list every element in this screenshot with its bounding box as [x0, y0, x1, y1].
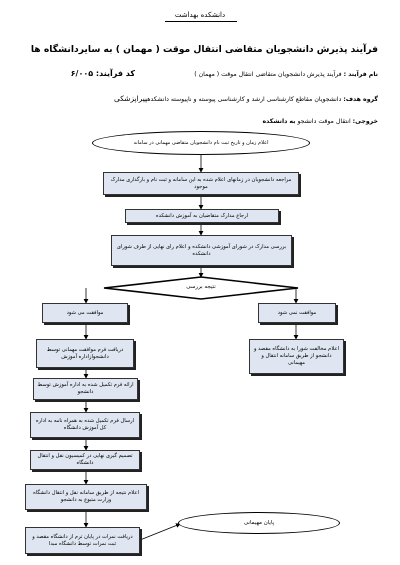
output-suffix: به دانشکده	[262, 118, 296, 125]
flow-step-announce-result: اعلام نتیجه از طریق سامانه نقل و انتقال دانشگاه وزارت متبوع به دانشجو	[25, 484, 147, 510]
flow-step-council-review: بررسی مدارک در شورای آموزشی دانشکده و اعلام رای نهایی از طرف شورای دانشکده	[111, 235, 292, 266]
flow-step-refer-documents: ارجاع مدارک متقاضیان به آموزش دانشکده	[125, 209, 279, 223]
flow-step-announce-rejection: اعلام مخالفت شورا به دانشگاه مقصد و دانشجو از طریق سامانه انتقال و مهیمانی	[249, 339, 344, 374]
flow-branch-rejected: موافقت نمی شود	[258, 303, 336, 323]
target-group-label: گروه هدف:	[343, 96, 378, 103]
flow-step-register: مراجعه دانشجویان در زمانهای اعلام شده به این سامانه و ثبت نام و بارگذاری مدارک موجود	[103, 172, 299, 195]
flow-step-receive-grades: دریافت نمرات در پایان ترم از دانشگاه مقصد و ثبت نمرات توسط دانشگاه مبدا	[25, 527, 140, 554]
process-code-value: ۶/۰۰۵	[70, 69, 94, 78]
process-name-value: فرآیند پذیرش دانشجویان متقاضی انتقال موقت ( مهمان )	[194, 71, 342, 78]
output-label: خروجی:	[352, 118, 378, 125]
output-value: انتقال موقت دانشجو	[297, 118, 351, 125]
target-group-value: دانشجویان مقاطع کارشناسی ارشد و کارشناسی پیوسته و ناپیوسته دانشکده	[147, 96, 342, 103]
flow-step-send-to-office: ارسال فرم تکمیل شده به همراه نامه به اداره کل آموزش دانشگاه	[30, 412, 140, 438]
flow-step-receive-form: دریافت فرم موافقت مهمانی توسط دانشجوازاداره آموزش	[36, 339, 134, 368]
flow-branch-approved: موافقت می شود	[42, 303, 128, 323]
flow-step-submit-form: ارائه فرم تکمیل شده به اداره آموزش توسط دانشجو	[33, 378, 138, 400]
flow-step-commission-decision: تصمیم گیری نهایی در کمیسیون نقل و انتقال دانشگاه	[30, 450, 140, 470]
header-org: دانشکده بهداشت	[174, 11, 226, 19]
process-name-label: نام فرآیند :	[343, 71, 378, 78]
decision-label: نتیجه بررسی	[186, 284, 216, 290]
process-code-label: کد فرآیند:	[95, 69, 135, 78]
target-group-suffix: پیراپزشکی	[114, 94, 148, 103]
flow-start-oval: اعلام زمان و تاریخ ثبت نام دانشجویان متقاضی مهمانی در سامانه	[92, 131, 310, 155]
flow-end-oval: پایان مهیمانی	[178, 512, 340, 534]
page-title: فرآیند پذیرش دانشجویان متقاضی انتقال موقت ( مهمان ) به سایردانشگاه ها	[30, 44, 378, 55]
